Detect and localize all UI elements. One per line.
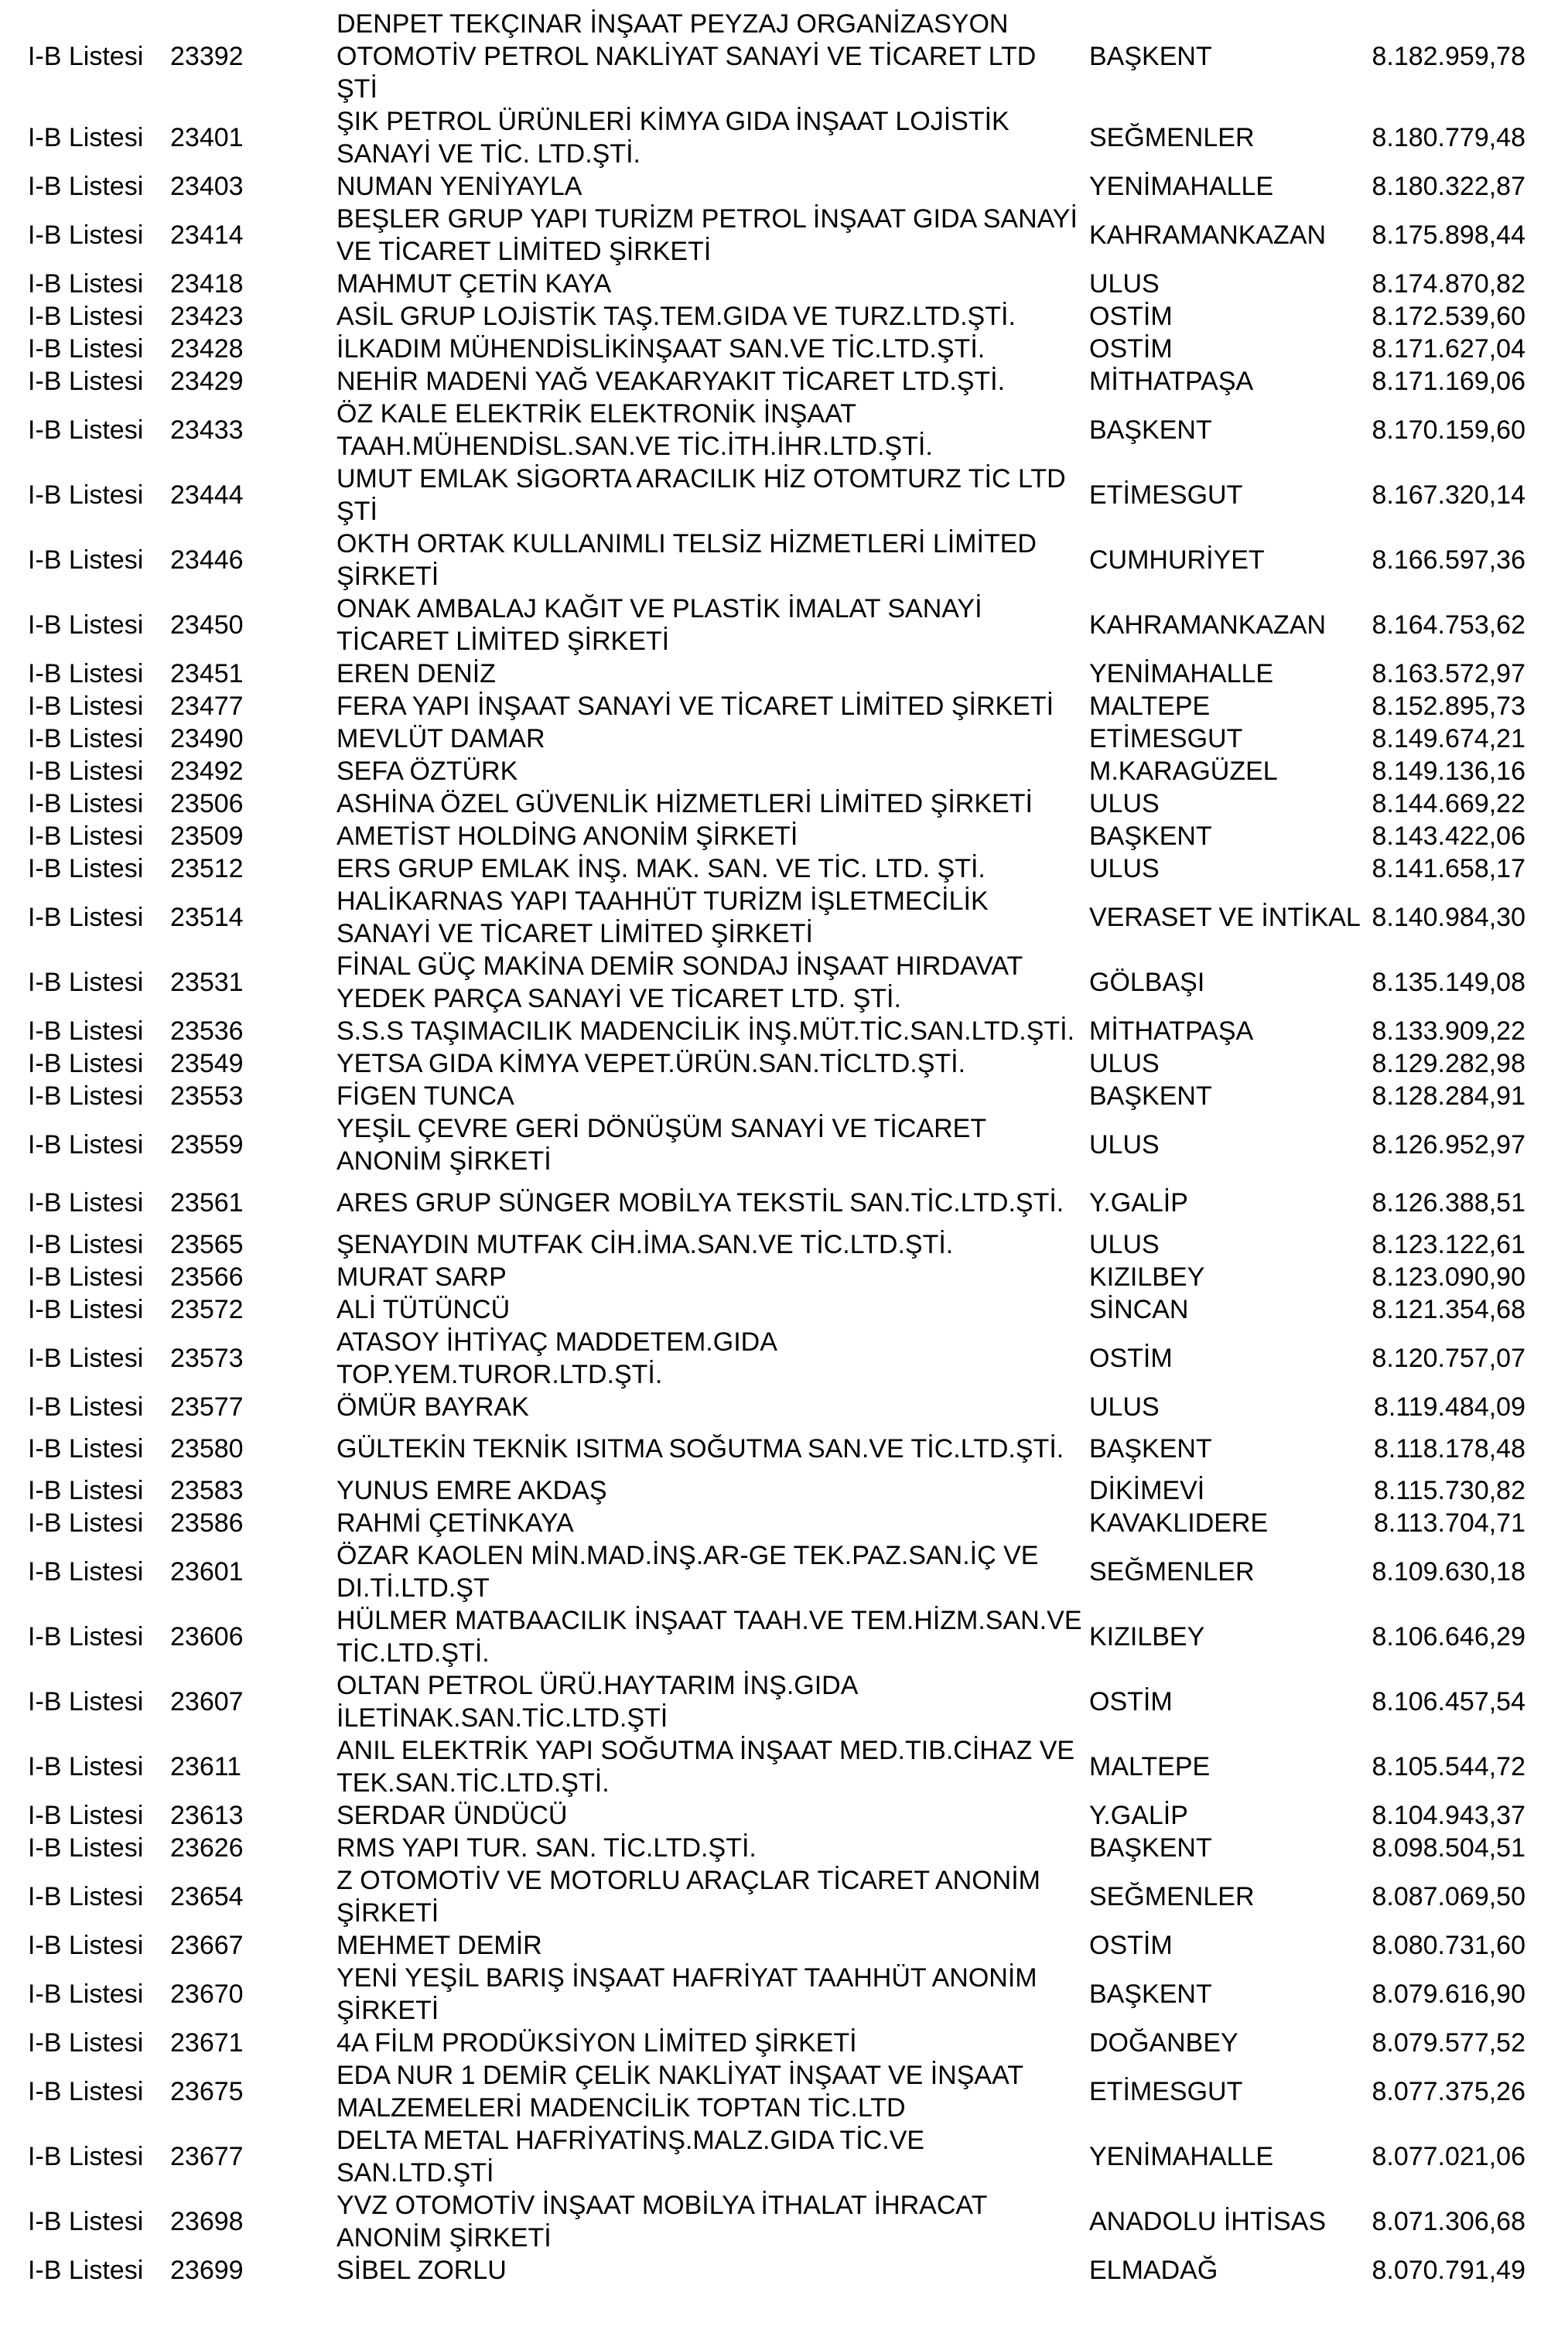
company-name-cell: EDA NUR 1 DEMİR ÇELİK NAKLİYAT İNŞAAT VE İNŞAAT MALZEMELERİ MADENCİLİK TOPTAN TİC.LTD <box>336 2061 1023 2123</box>
registry-number-cell: 23626 <box>170 1833 244 1863</box>
registry-number-cell: 23490 <box>170 724 244 753</box>
list-name-cell: I-B Listesi <box>28 1508 144 1538</box>
amount-cell: 8.141.658,17 <box>1372 854 1525 883</box>
tax-office-cell: VERASET VE İNTİKAL <box>1089 903 1361 932</box>
amount-cell: 8.121.354,68 <box>1372 1295 1525 1324</box>
company-name-cell: ÖZ KALE ELEKTRİK ELEKTRONİK İNŞAAT TAAH.MÜHENDİSL.SAN.VE TİC.İTH.İHR.LTD.ŞTİ. <box>336 399 933 461</box>
table-row <box>0 1391 1568 1423</box>
company-name-cell: ARES GRUP SÜNGER MOBİLYA TEKSTİL SAN.TİC.LTD.ŞTİ. <box>336 1188 1064 1218</box>
table-row <box>0 722 1568 755</box>
table-row <box>0 1507 1568 1539</box>
amount-cell: 8.180.779,48 <box>1372 123 1525 152</box>
list-name-cell: I-B Listesi <box>28 854 144 883</box>
table-row <box>0 1326 1568 1391</box>
list-name-cell: I-B Listesi <box>28 220 144 250</box>
registry-number-cell: 23613 <box>170 1801 244 1830</box>
taxpayer-list-table <box>0 8 1568 2287</box>
table-row <box>0 1734 1568 1799</box>
tax-office-cell: BAŞKENT <box>1089 1081 1212 1111</box>
company-name-cell: ONAK AMBALAJ KAĞIT VE PLASTİK İMALAT SANAYİ TİCARET LİMİTED ŞİRKETİ <box>336 594 982 656</box>
amount-cell: 8.071.306,68 <box>1372 2207 1525 2236</box>
list-name-cell: I-B Listesi <box>28 1016 144 1046</box>
amount-cell: 8.152.895,73 <box>1372 692 1525 721</box>
tax-office-cell: ETİMESGUT <box>1089 480 1243 510</box>
registry-number-cell: 23606 <box>170 1622 244 1651</box>
tax-office-cell: SEĞMENLER <box>1089 1882 1255 1911</box>
tax-office-cell: BAŞKENT <box>1089 42 1212 71</box>
tax-office-cell: OSTİM <box>1089 302 1173 331</box>
tax-office-cell: KAVAKLIDERE <box>1089 1508 1269 1538</box>
table-row <box>0 333 1568 365</box>
amount-cell: 8.123.090,90 <box>1372 1262 1525 1292</box>
amount-cell: 8.167.320,14 <box>1372 480 1525 510</box>
tax-office-cell: ULUS <box>1089 269 1160 299</box>
table-row <box>0 203 1568 268</box>
table-row <box>0 1962 1568 2027</box>
company-name-cell: ATASOY İHTİYAÇ MADDETEM.GIDA TOP.YEM.TUROR.LTD.ŞTİ. <box>336 1327 777 1389</box>
company-name-cell: ÖZAR KAOLEN MİN.MAD.İNŞ.AR-GE TEK.PAZ.SAN.İÇ VE DI.Tİ.LTD.ŞT <box>336 1541 1039 1603</box>
amount-cell: 8.104.943,37 <box>1372 1801 1525 1830</box>
tax-office-cell: SEĞMENLER <box>1089 1557 1255 1587</box>
registry-number-cell: 23401 <box>170 123 244 152</box>
registry-number-cell: 23477 <box>170 692 244 721</box>
amount-cell: 8.175.898,44 <box>1372 220 1525 250</box>
table-row <box>0 658 1568 690</box>
table-row <box>0 1293 1568 1326</box>
company-name-cell: ASİL GRUP LOJİSTİK TAŞ.TEM.GIDA VE TURZ.LTD.ŞTİ. <box>336 302 1016 331</box>
company-name-cell: EREN DENİZ <box>336 659 496 688</box>
company-name-cell: ŞENAYDIN MUTFAK CİH.İMA.SAN.VE TİC.LTD.ŞTİ. <box>336 1230 954 1259</box>
company-name-cell: ÖMÜR BAYRAK <box>336 1392 529 1422</box>
registry-number-cell: 23429 <box>170 367 244 396</box>
tax-office-cell: Y.GALİP <box>1089 1801 1188 1830</box>
tax-office-cell: OSTİM <box>1089 1687 1173 1716</box>
company-name-cell: GÜLTEKİN TEKNİK ISITMA SOĞUTMA SAN.VE TİC.LTD.ŞTİ. <box>336 1434 1064 1464</box>
list-name-cell: I-B Listesi <box>28 269 144 299</box>
list-name-cell: I-B Listesi <box>28 789 144 818</box>
tax-office-cell: ULUS <box>1089 1130 1160 1160</box>
table-row <box>0 690 1568 722</box>
registry-number-cell: 23418 <box>170 269 244 299</box>
amount-cell: 8.140.984,30 <box>1372 903 1525 932</box>
table-row <box>0 2027 1568 2059</box>
amount-cell: 8.109.630,18 <box>1372 1557 1525 1587</box>
company-name-cell: BEŞLER GRUP YAPI TURİZM PETROL İNŞAAT GIDA SANAYİ VE TİCARET LİMİTED ŞİRKETİ <box>336 204 1078 266</box>
registry-number-cell: 23512 <box>170 854 244 883</box>
company-name-cell: YEŞİL ÇEVRE GERİ DÖNÜŞÜM SANAYİ VE TİCARET ANONİM ŞİRKETİ <box>336 1114 986 1176</box>
registry-number-cell: 23573 <box>170 1344 244 1373</box>
list-name-cell: I-B Listesi <box>28 302 144 331</box>
company-name-cell: FİNAL GÜÇ MAKİNA DEMİR SONDAJ İNŞAAT HIRDAVAT YEDEK PARÇA SANAYİ VE TİCARET LTD. ŞTİ. <box>336 951 1023 1013</box>
table-row <box>0 2059 1568 2124</box>
tax-office-cell: BAŞKENT <box>1089 1434 1212 1464</box>
registry-number-cell: 23580 <box>170 1434 244 1464</box>
company-name-cell: ŞIK PETROL ÜRÜNLERİ KİMYA GIDA İNŞAAT LOJİSTİK SANAYİ VE TİC. LTD.ŞTİ. <box>336 107 1009 169</box>
list-name-cell: I-B Listesi <box>28 415 144 445</box>
tax-office-cell: MİTHATPAŞA <box>1089 367 1254 396</box>
registry-number-cell: 23586 <box>170 1508 244 1538</box>
amount-cell: 8.182.959,78 <box>1372 42 1525 71</box>
amount-cell: 8.144.669,22 <box>1372 789 1525 818</box>
registry-number-cell: 23572 <box>170 1295 244 1324</box>
tax-office-cell: ELMADAĞ <box>1089 2256 1218 2285</box>
registry-number-cell: 23677 <box>170 2142 244 2171</box>
table-row <box>0 1832 1568 1864</box>
tax-office-cell: SİNCAN <box>1089 1295 1189 1324</box>
company-name-cell: S.S.S TAŞIMACILIK MADENCİLİK İNŞ.MÜT.TİC.SAN.LTD.ŞTİ. <box>336 1016 1075 1046</box>
amount-cell: 8.126.388,51 <box>1372 1188 1525 1218</box>
registry-number-cell: 23444 <box>170 480 244 510</box>
amount-cell: 8.120.757,07 <box>1372 1344 1525 1373</box>
tax-office-cell: YENİMAHALLE <box>1089 172 1274 201</box>
table-row <box>0 1112 1568 1177</box>
company-name-cell: YENİ YEŞİL BARIŞ İNŞAAT HAFRİYAT TAAHHÜT ANONİM ŞİRKETİ <box>336 1963 1037 2025</box>
list-name-cell: I-B Listesi <box>28 2077 144 2106</box>
list-name-cell: I-B Listesi <box>28 123 144 152</box>
company-name-cell: Z OTOMOTİV VE MOTORLU ARAÇLAR TİCARET ANONİM ŞİRKETİ <box>336 1866 1040 1928</box>
table-row <box>0 1261 1568 1293</box>
company-name-cell: İLKADIM MÜHENDİSLİKİNŞAAT SAN.VE TİC.LTD.ŞTİ. <box>336 334 986 364</box>
list-name-cell: I-B Listesi <box>28 334 144 364</box>
company-name-cell: FİGEN TUNCA <box>336 1081 514 1111</box>
registry-number-cell: 23446 <box>170 545 244 575</box>
registry-number-cell: 23671 <box>170 2028 244 2058</box>
tax-office-cell: KAHRAMANKAZAN <box>1089 220 1327 250</box>
list-name-cell: I-B Listesi <box>28 1081 144 1111</box>
company-name-cell: SERDAR ÜNDÜCÜ <box>336 1801 568 1830</box>
table-row <box>0 787 1568 820</box>
list-name-cell: I-B Listesi <box>28 172 144 201</box>
registry-number-cell: 23392 <box>170 42 244 71</box>
registry-number-cell: 23451 <box>170 659 244 688</box>
registry-number-cell: 23654 <box>170 1882 244 1911</box>
company-name-cell: ALİ TÜTÜNCÜ <box>336 1295 511 1324</box>
amount-cell: 8.079.616,90 <box>1372 1979 1525 2009</box>
registry-number-cell: 23514 <box>170 903 244 932</box>
amount-cell: 8.077.375,26 <box>1372 2077 1525 2106</box>
table-row <box>0 1799 1568 1832</box>
table-row <box>0 1177 1568 1228</box>
tax-office-cell: Y.GALİP <box>1089 1188 1188 1218</box>
table-row <box>0 1604 1568 1669</box>
amount-cell: 8.164.753,62 <box>1372 610 1525 640</box>
list-name-cell: I-B Listesi <box>28 1130 144 1160</box>
table-body <box>0 8 1568 2287</box>
list-name-cell: I-B Listesi <box>28 610 144 640</box>
company-name-cell: ANIL ELEKTRİK YAPI SOĞUTMA İNŞAAT MED.TIB.CİHAZ VE TEK.SAN.TİC.LTD.ŞTİ. <box>336 1736 1075 1798</box>
company-name-cell: OLTAN PETROL ÜRÜ.HAYTARIM İNŞ.GIDA İLETİNAK.SAN.TİC.LTD.ŞTİ <box>336 1671 857 1733</box>
company-name-cell: OKTH ORTAK KULLANIMLI TELSİZ HİZMETLERİ LİMİTED ŞİRKETİ <box>336 529 1037 591</box>
tax-office-cell: MİTHATPAŞA <box>1089 1016 1254 1046</box>
list-name-cell: I-B Listesi <box>28 480 144 510</box>
tax-office-cell: ULUS <box>1089 789 1160 818</box>
registry-number-cell: 23670 <box>170 1979 244 2009</box>
tax-office-cell: OSTİM <box>1089 1344 1173 1373</box>
amount-cell: 8.119.484,09 <box>1374 1392 1525 1422</box>
registry-number-cell: 23559 <box>170 1130 244 1160</box>
amount-cell: 8.171.169,06 <box>1372 367 1525 396</box>
table-row <box>0 528 1568 593</box>
amount-cell: 8.166.597,36 <box>1372 545 1525 575</box>
table-row <box>0 1423 1568 1474</box>
table-row <box>0 852 1568 885</box>
table-row <box>0 8 1568 105</box>
tax-office-cell: MALTEPE <box>1089 692 1211 721</box>
list-name-cell: I-B Listesi <box>28 1931 144 1960</box>
list-name-cell: I-B Listesi <box>28 1476 144 1505</box>
registry-number-cell: 23583 <box>170 1476 244 1505</box>
amount-cell: 8.133.909,22 <box>1372 1016 1525 1046</box>
amount-cell: 8.098.504,51 <box>1372 1833 1525 1863</box>
list-name-cell: I-B Listesi <box>28 1622 144 1651</box>
registry-number-cell: 23509 <box>170 821 244 851</box>
amount-cell: 8.070.791,49 <box>1372 2256 1525 2285</box>
table-row <box>0 593 1568 658</box>
company-name-cell: HÜLMER MATBAACILIK İNŞAAT TAAH.VE TEM.HİZM.SAN.VE TİC.LTD.ŞTİ. <box>336 1606 1082 1668</box>
amount-cell: 8.123.122,61 <box>1372 1230 1525 1259</box>
table-row <box>0 1015 1568 1047</box>
tax-office-cell: MALTEPE <box>1089 1752 1211 1781</box>
table-row <box>0 755 1568 787</box>
registry-number-cell: 23428 <box>170 334 244 364</box>
company-name-cell: FERA YAPI İNŞAAT SANAYİ VE TİCARET LİMİTED ŞİRKETİ <box>336 692 1054 721</box>
tax-office-cell: YENİMAHALLE <box>1089 659 1274 688</box>
tax-office-cell: YENİMAHALLE <box>1089 2142 1274 2171</box>
amount-cell: 8.172.539,60 <box>1372 302 1525 331</box>
table-row <box>0 170 1568 203</box>
amount-cell: 8.170.159,60 <box>1372 415 1525 445</box>
list-name-cell: I-B Listesi <box>28 1230 144 1259</box>
list-name-cell: I-B Listesi <box>28 821 144 851</box>
company-name-cell: SİBEL ZORLU <box>336 2256 507 2285</box>
table-row <box>0 820 1568 852</box>
tax-office-cell: CUMHURİYET <box>1089 545 1265 575</box>
company-name-cell: UMUT EMLAK SİGORTA ARACILIK HİZ OTOMTURZ TİC LTD ŞTİ <box>336 464 1066 526</box>
table-row <box>0 1669 1568 1734</box>
table-row <box>0 398 1568 463</box>
tax-office-cell: BAŞKENT <box>1089 1979 1212 2009</box>
company-name-cell: SEFA ÖZTÜRK <box>336 757 518 786</box>
amount-cell: 8.149.674,21 <box>1372 724 1525 753</box>
registry-number-cell: 23698 <box>170 2207 244 2236</box>
table-row <box>0 1539 1568 1604</box>
registry-number-cell: 23561 <box>170 1188 244 1218</box>
tax-office-cell: DOĞANBEY <box>1089 2028 1238 2058</box>
list-name-cell: I-B Listesi <box>28 1752 144 1781</box>
list-name-cell: I-B Listesi <box>28 1295 144 1324</box>
registry-number-cell: 23607 <box>170 1687 244 1716</box>
company-name-cell: MURAT SARP <box>336 1262 507 1292</box>
list-name-cell: I-B Listesi <box>28 2256 144 2285</box>
company-name-cell: ERS GRUP EMLAK İNŞ. MAK. SAN. VE TİC. LTD. ŞTİ. <box>336 854 986 883</box>
registry-number-cell: 23577 <box>170 1392 244 1422</box>
amount-cell: 8.129.282,98 <box>1372 1049 1525 1078</box>
company-name-cell: RAHMİ ÇETİNKAYA <box>336 1508 574 1538</box>
table-row <box>0 1080 1568 1112</box>
company-name-cell: MEVLÜT DAMAR <box>336 724 545 753</box>
list-name-cell: I-B Listesi <box>28 659 144 688</box>
list-name-cell: I-B Listesi <box>28 968 144 997</box>
registry-number-cell: 23423 <box>170 302 244 331</box>
registry-number-cell: 23667 <box>170 1931 244 1960</box>
registry-number-cell: 23403 <box>170 172 244 201</box>
table-row <box>0 1228 1568 1261</box>
table-row <box>0 2254 1568 2287</box>
list-name-cell: I-B Listesi <box>28 2207 144 2236</box>
amount-cell: 8.087.069,50 <box>1372 1882 1525 1911</box>
amount-cell: 8.174.870,82 <box>1372 269 1525 299</box>
amount-cell: 8.163.572,97 <box>1372 659 1525 688</box>
list-name-cell: I-B Listesi <box>28 2028 144 2058</box>
list-name-cell: I-B Listesi <box>28 1188 144 1218</box>
company-name-cell: RMS YAPI TUR. SAN. TİC.LTD.ŞTİ. <box>336 1833 757 1863</box>
tax-office-cell: ULUS <box>1089 1049 1160 1078</box>
amount-cell: 8.126.952,97 <box>1372 1130 1525 1160</box>
registry-number-cell: 23553 <box>170 1081 244 1111</box>
registry-number-cell: 23549 <box>170 1049 244 1078</box>
company-name-cell: MEHMET DEMİR <box>336 1931 542 1960</box>
company-name-cell: DELTA METAL HAFRİYATİNŞ.MALZ.GIDA TİC.VE SAN.LTD.ŞTİ <box>336 2126 925 2188</box>
table-row <box>0 268 1568 300</box>
table-row <box>0 463 1568 528</box>
amount-cell: 8.128.284,91 <box>1372 1081 1525 1111</box>
tax-office-cell: OSTİM <box>1089 1931 1173 1960</box>
tax-office-cell: KAHRAMANKAZAN <box>1089 610 1327 640</box>
list-name-cell: I-B Listesi <box>28 1801 144 1830</box>
list-name-cell: I-B Listesi <box>28 1557 144 1587</box>
registry-number-cell: 23492 <box>170 757 244 786</box>
amount-cell: 8.115.730,82 <box>1374 1476 1525 1505</box>
list-name-cell: I-B Listesi <box>28 692 144 721</box>
table-row <box>0 365 1568 398</box>
list-name-cell: I-B Listesi <box>28 1833 144 1863</box>
amount-cell: 8.106.457,54 <box>1372 1687 1525 1716</box>
table-row <box>0 2189 1568 2254</box>
list-name-cell: I-B Listesi <box>28 2142 144 2171</box>
company-name-cell: YUNUS EMRE AKDAŞ <box>336 1476 607 1505</box>
tax-office-cell: ETİMESGUT <box>1089 724 1243 753</box>
list-name-cell: I-B Listesi <box>28 545 144 575</box>
registry-number-cell: 23531 <box>170 968 244 997</box>
list-name-cell: I-B Listesi <box>28 1687 144 1716</box>
list-name-cell: I-B Listesi <box>28 42 144 71</box>
company-name-cell: 4A FİLM PRODÜKSİYON LİMİTED ŞİRKETİ <box>336 2028 857 2058</box>
company-name-cell: HALİKARNAS YAPI TAAHHÜT TURİZM İŞLETMECİLİK SANAYİ VE TİCARET LİMİTED ŞİRKETİ <box>336 886 989 948</box>
list-name-cell: I-B Listesi <box>28 757 144 786</box>
company-name-cell: NUMAN YENİYAYLA <box>336 172 582 201</box>
table-row <box>0 885 1568 950</box>
company-name-cell: AMETİST HOLDİNG ANONİM ŞİRKETİ <box>336 821 798 851</box>
amount-cell: 8.149.136,16 <box>1372 757 1525 786</box>
tax-office-cell: SEĞMENLER <box>1089 123 1255 152</box>
tax-office-cell: ULUS <box>1089 1230 1160 1259</box>
tax-office-cell: ANADOLU İHTİSAS <box>1089 2207 1327 2236</box>
table-row <box>0 1864 1568 1929</box>
company-name-cell: NEHİR MADENİ YAĞ VEAKARYAKIT TİCARET LTD.ŞTİ. <box>336 367 1006 396</box>
company-name-cell: ASHİNA ÖZEL GÜVENLİK HİZMETLERİ LİMİTED ŞİRKETİ <box>336 789 1033 818</box>
amount-cell: 8.105.544,72 <box>1372 1752 1525 1781</box>
company-name-cell: YETSA GIDA KİMYA VEPET.ÜRÜN.SAN.TİCLTD.ŞTİ. <box>336 1049 966 1078</box>
registry-number-cell: 23433 <box>170 415 244 445</box>
tax-office-cell: KIZILBEY <box>1089 1262 1205 1292</box>
company-name-cell: DENPET TEKÇINAR İNŞAAT PEYZAJ ORGANİZASYON OTOMOTİV PETROL NAKLİYAT SANAYİ VE TİCARET LTD ŞTİ <box>336 9 1037 104</box>
tax-office-cell: BAŞKENT <box>1089 821 1212 851</box>
amount-cell: 8.079.577,52 <box>1372 2028 1525 2058</box>
registry-number-cell: 23536 <box>170 1016 244 1046</box>
list-name-cell: I-B Listesi <box>28 1262 144 1292</box>
list-name-cell: I-B Listesi <box>28 1434 144 1464</box>
registry-number-cell: 23675 <box>170 2077 244 2106</box>
registry-number-cell: 23601 <box>170 1557 244 1587</box>
tax-office-cell: ETİMESGUT <box>1089 2077 1243 2106</box>
registry-number-cell: 23506 <box>170 789 244 818</box>
list-name-cell: I-B Listesi <box>28 903 144 932</box>
tax-office-cell: BAŞKENT <box>1089 415 1212 445</box>
amount-cell: 8.143.422,06 <box>1372 821 1525 851</box>
list-name-cell: I-B Listesi <box>28 724 144 753</box>
tax-office-cell: GÖLBAŞI <box>1089 968 1205 997</box>
amount-cell: 8.171.627,04 <box>1372 334 1525 364</box>
table-row <box>0 1047 1568 1080</box>
tax-office-cell: ULUS <box>1089 854 1160 883</box>
table-row <box>0 1474 1568 1507</box>
amount-cell: 8.135.149,08 <box>1372 968 1525 997</box>
amount-cell: 8.180.322,87 <box>1372 172 1525 201</box>
registry-number-cell: 23699 <box>170 2256 244 2285</box>
amount-cell: 8.106.646,29 <box>1372 1622 1525 1651</box>
amount-cell: 8.077.021,06 <box>1372 2142 1525 2171</box>
amount-cell: 8.080.731,60 <box>1372 1931 1525 1960</box>
tax-office-cell: BAŞKENT <box>1089 1833 1212 1863</box>
list-name-cell: I-B Listesi <box>28 1344 144 1373</box>
list-name-cell: I-B Listesi <box>28 367 144 396</box>
amount-cell: 8.113.704,71 <box>1374 1508 1525 1538</box>
registry-number-cell: 23450 <box>170 610 244 640</box>
table-row <box>0 300 1568 333</box>
list-name-cell: I-B Listesi <box>28 1049 144 1078</box>
list-name-cell: I-B Listesi <box>28 1882 144 1911</box>
amount-cell: 8.118.178,48 <box>1374 1434 1525 1464</box>
table-row <box>0 105 1568 170</box>
tax-office-cell: ULUS <box>1089 1392 1160 1422</box>
table-row <box>0 1929 1568 1962</box>
tax-office-cell: OSTİM <box>1089 334 1173 364</box>
table-row <box>0 950 1568 1015</box>
list-name-cell: I-B Listesi <box>28 1392 144 1422</box>
tax-office-cell: M.KARAGÜZEL <box>1089 757 1278 786</box>
company-name-cell: MAHMUT ÇETİN KAYA <box>336 269 612 299</box>
tax-office-cell: DİKİMEVİ <box>1089 1476 1205 1505</box>
table-row <box>0 2124 1568 2189</box>
tax-office-cell: KIZILBEY <box>1089 1622 1205 1651</box>
registry-number-cell: 23566 <box>170 1262 244 1292</box>
registry-number-cell: 23565 <box>170 1230 244 1259</box>
list-name-cell: I-B Listesi <box>28 1979 144 2009</box>
registry-number-cell: 23414 <box>170 220 244 250</box>
company-name-cell: YVZ OTOMOTİV İNŞAAT MOBİLYA İTHALAT İHRACAT ANONİM ŞİRKETİ <box>336 2191 987 2253</box>
registry-number-cell: 23611 <box>170 1752 242 1781</box>
